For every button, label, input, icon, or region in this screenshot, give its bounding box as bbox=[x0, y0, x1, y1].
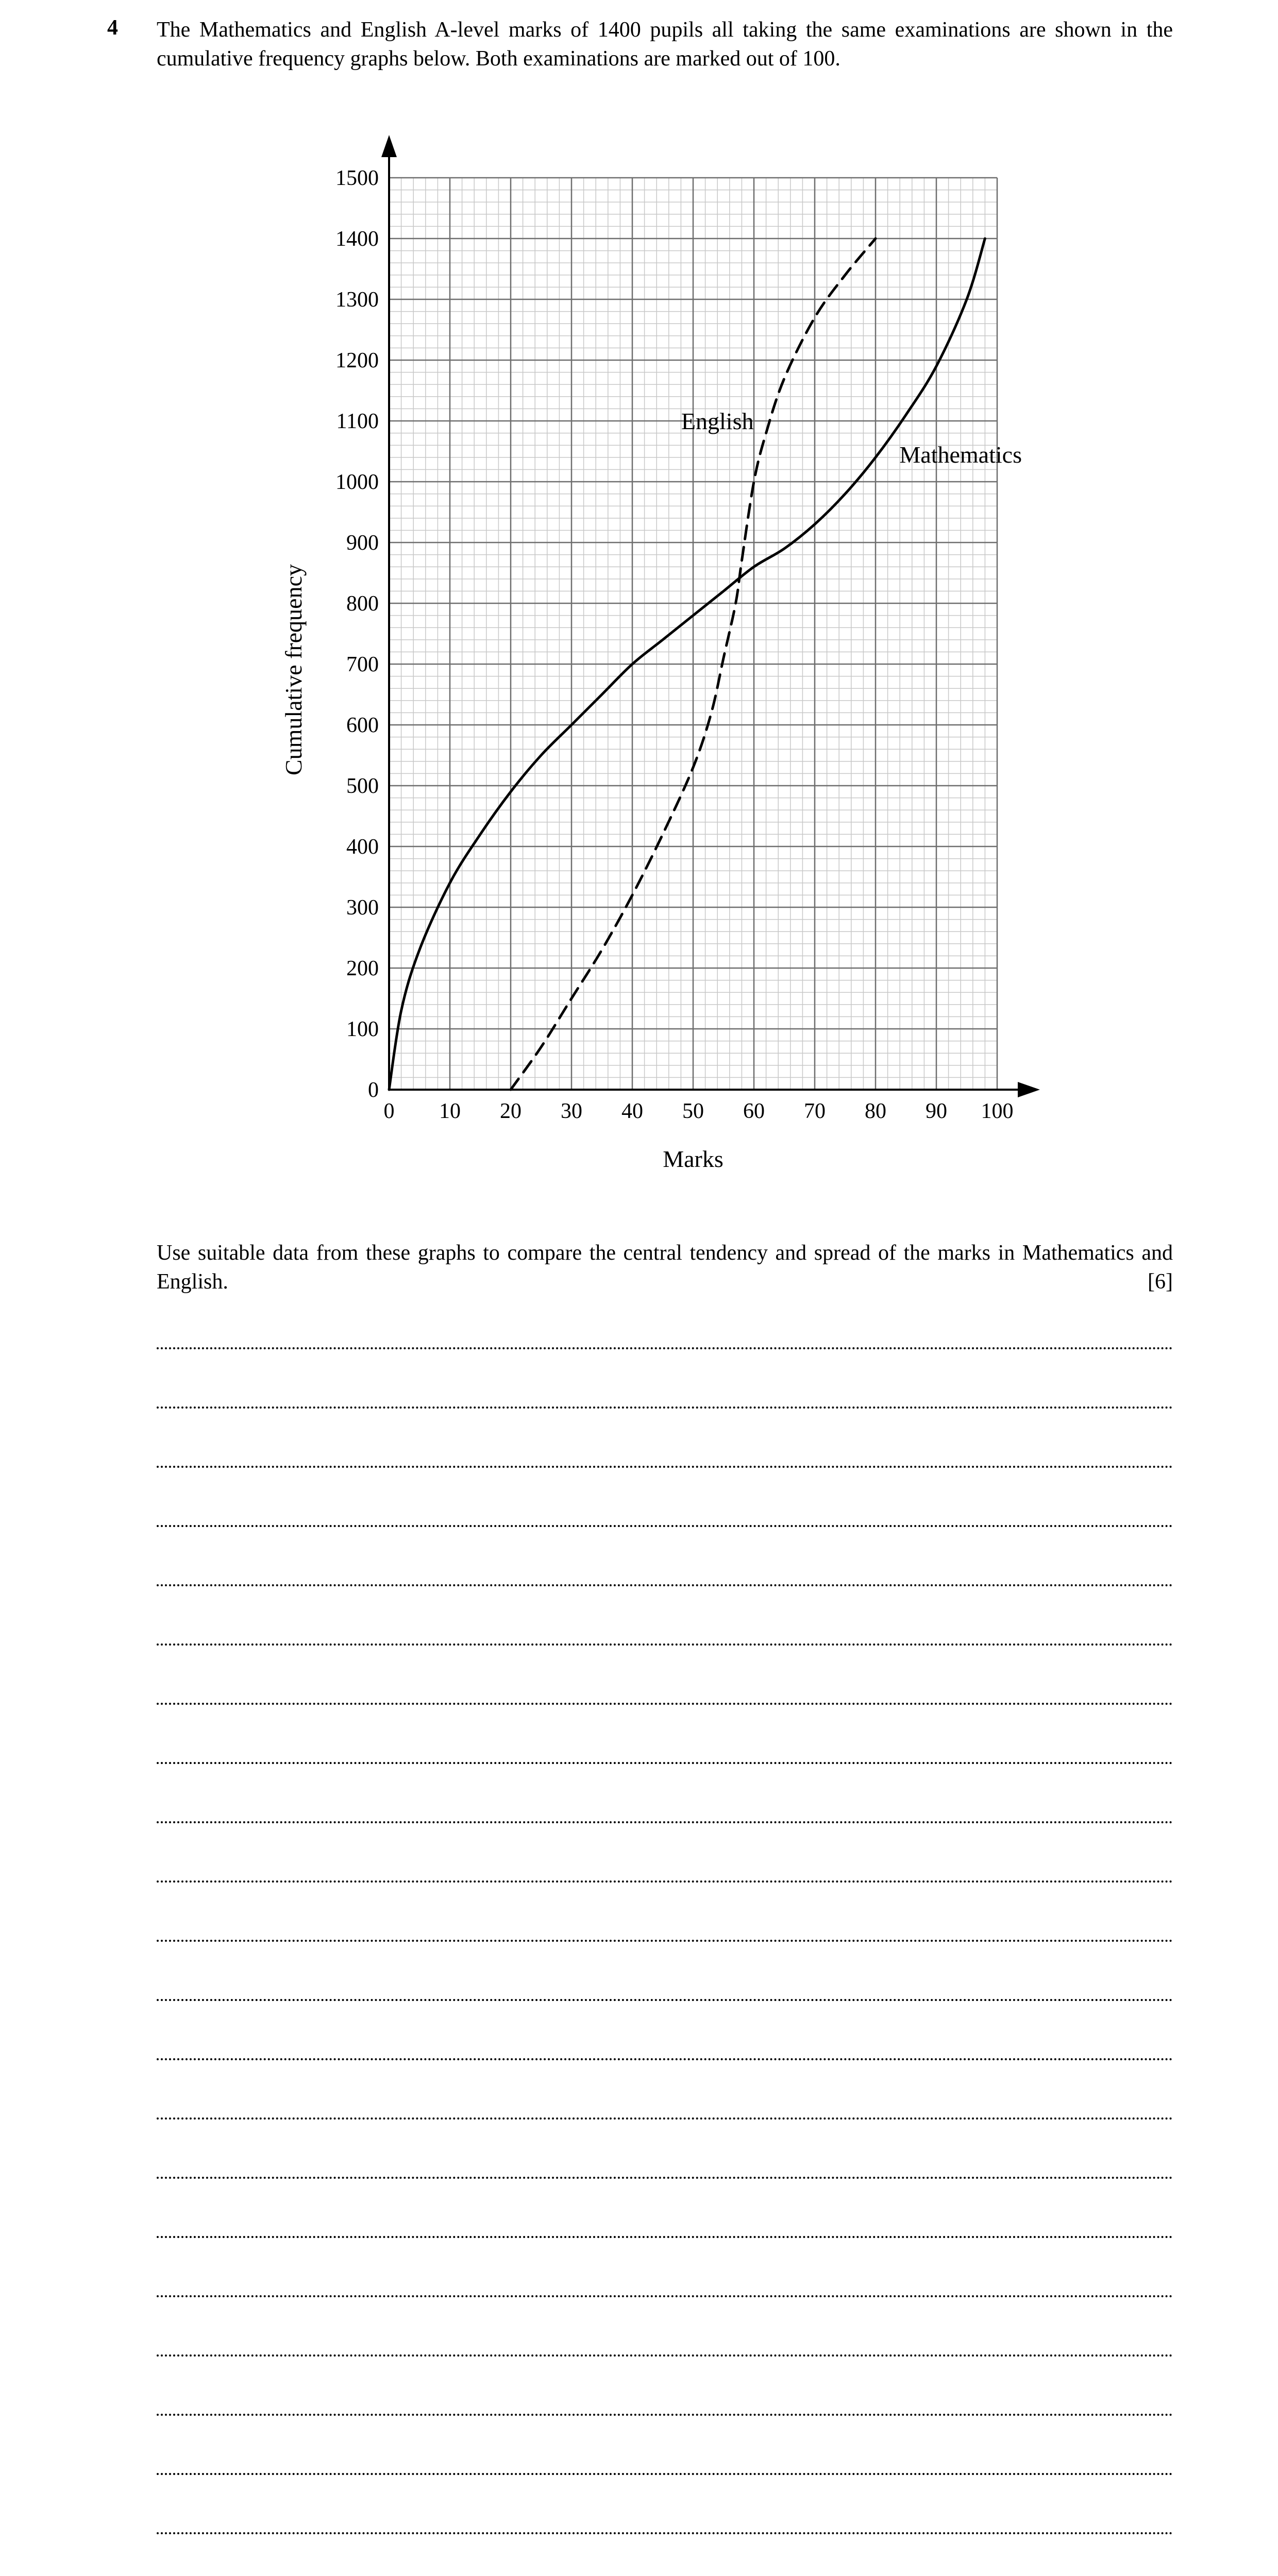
answer-line[interactable] bbox=[157, 2354, 1173, 2357]
question-intro: The Mathematics and English A-level marks of 1400 pupils all taking the same examinations are shown in the cumulative frequency graphs below. Both examinations are marked out of 100. bbox=[157, 18, 1173, 71]
x-tick-label: 70 bbox=[804, 1099, 826, 1123]
answer-line[interactable] bbox=[157, 2473, 1173, 2475]
answer-line[interactable] bbox=[157, 2117, 1173, 2120]
chart-labels bbox=[280, 408, 1022, 1172]
answer-line[interactable] bbox=[157, 1643, 1173, 1646]
question-prompt: Use suitable data from these graphs to compare the central tendency and spread of the marks in Mathematics and English. bbox=[157, 1241, 1173, 1294]
y-tick-label: 1300 bbox=[335, 288, 379, 312]
answer-line[interactable] bbox=[157, 2058, 1173, 2060]
x-tick-label: 0 bbox=[383, 1099, 395, 1123]
y-axis-arrow bbox=[381, 135, 397, 157]
y-tick-label: 1200 bbox=[335, 349, 379, 372]
y-tick-label: 1000 bbox=[335, 470, 379, 494]
answer-line[interactable] bbox=[157, 1584, 1173, 1586]
y-tick-label: 900 bbox=[346, 531, 379, 555]
answer-line[interactable] bbox=[157, 1880, 1173, 1883]
y-tick-label: 700 bbox=[346, 653, 379, 676]
answer-line[interactable] bbox=[157, 1525, 1173, 1527]
y-tick-label: 1400 bbox=[335, 227, 379, 251]
answer-line[interactable] bbox=[157, 1406, 1173, 1409]
x-axis-label: Marks bbox=[663, 1146, 724, 1172]
y-tick-label: 1100 bbox=[336, 410, 379, 433]
x-tick-label: 30 bbox=[561, 1099, 582, 1123]
x-tick-label: 60 bbox=[743, 1099, 765, 1123]
answer-line[interactable] bbox=[157, 1703, 1173, 1705]
cumulative-frequency-chart bbox=[0, 0, 1278, 1236]
y-tick-label: 200 bbox=[346, 957, 379, 980]
y-tick-label: 0 bbox=[368, 1078, 379, 1102]
annotation-mathematics: Mathematics bbox=[899, 441, 1022, 468]
marks-allocation: [6] bbox=[1148, 1270, 1173, 1294]
x-tick-label: 100 bbox=[981, 1099, 1014, 1123]
annotation-english: English bbox=[681, 408, 754, 434]
answer-line[interactable] bbox=[157, 2236, 1173, 2238]
x-tick-label: 80 bbox=[865, 1099, 886, 1123]
question-number: 4 bbox=[107, 16, 118, 40]
answer-line[interactable] bbox=[157, 2414, 1173, 2416]
answer-line[interactable] bbox=[157, 1347, 1173, 1349]
y-tick-label: 600 bbox=[346, 714, 379, 737]
x-axis-arrow bbox=[1018, 1082, 1040, 1097]
y-tick-label: 800 bbox=[346, 592, 379, 616]
x-tick-label: 50 bbox=[682, 1099, 704, 1123]
answer-line[interactable] bbox=[157, 1466, 1173, 1468]
answer-line[interactable] bbox=[157, 2532, 1173, 2534]
y-tick-label: 100 bbox=[346, 1018, 379, 1041]
axes bbox=[381, 135, 1040, 1097]
x-tick-label: 40 bbox=[621, 1099, 643, 1123]
answer-line[interactable] bbox=[157, 1821, 1173, 1823]
answer-line[interactable] bbox=[157, 1762, 1173, 1764]
answer-line[interactable] bbox=[157, 2295, 1173, 2297]
answer-line[interactable] bbox=[157, 1940, 1173, 1942]
y-tick-label: 500 bbox=[346, 774, 379, 798]
y-tick-label: 300 bbox=[346, 896, 379, 920]
major-grid bbox=[389, 178, 997, 1090]
y-tick-label: 1500 bbox=[335, 166, 379, 190]
x-tick-label: 20 bbox=[500, 1099, 522, 1123]
answer-line[interactable] bbox=[157, 2177, 1173, 2179]
answer-line[interactable] bbox=[157, 1999, 1173, 2001]
x-tick-label: 90 bbox=[926, 1099, 947, 1123]
y-axis-label: Cumulative frequency bbox=[280, 564, 307, 776]
y-tick-label: 400 bbox=[346, 835, 379, 859]
x-tick-label: 10 bbox=[439, 1099, 461, 1123]
